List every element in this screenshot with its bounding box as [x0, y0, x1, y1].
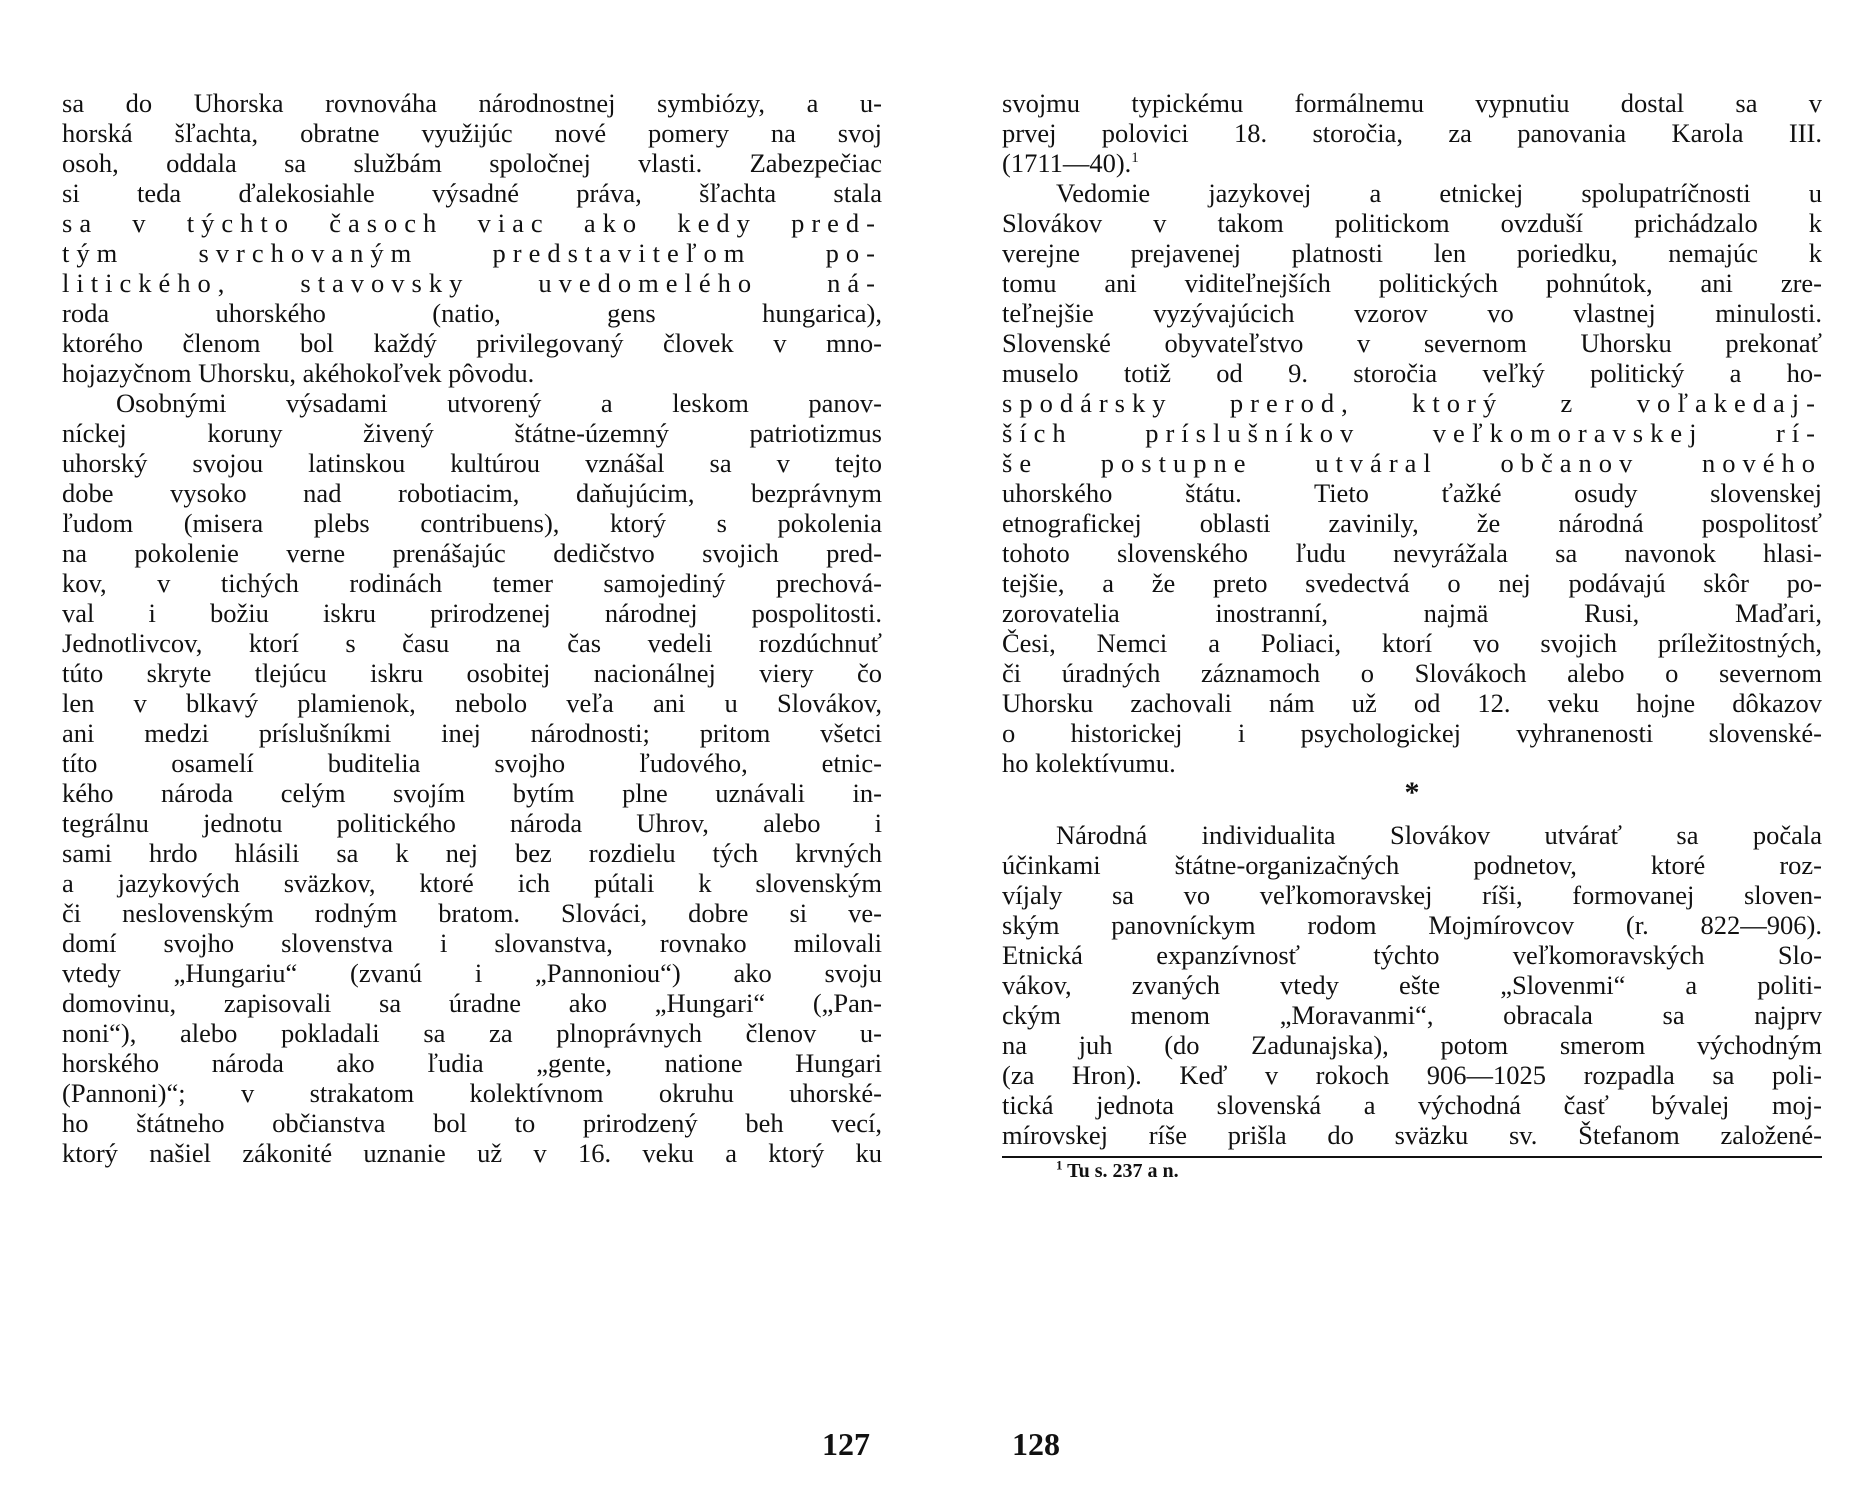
- text-line: (Pannoni)“; v strakatom kolektívnom okruhu uhorské-: [62, 1078, 882, 1108]
- text-line: túto skryte tlejúcu iskru osobitej nacionálnej viery čo: [62, 658, 882, 688]
- text-line: kého národa celým svojím bytím plne uznávali in-: [62, 778, 882, 808]
- text-line: Osobnými výsadami utvorený a leskom panov-: [116, 388, 882, 418]
- page-number-left: 127: [822, 1426, 870, 1462]
- text-line: tým svrchovaným predstaviteľom po-: [62, 238, 882, 268]
- page-number-right: 128: [1012, 1426, 1060, 1462]
- text-line: prvej polovici 18. storočia, za panovania Karola III.: [1002, 118, 1822, 148]
- text-line: verejne prejavenej platnosti len poriedku, nemajúc k: [1002, 238, 1822, 268]
- footnote-marker: 1: [1056, 1157, 1063, 1173]
- text-line: Uhorsku zachovali nám už od 12. veku hojne dôkazov: [1002, 688, 1822, 718]
- text-line: zorovatelia inostranní, najmä Rusi, Maďari,: [1002, 598, 1822, 628]
- text-line: tegrálnu jednotu politického národa Uhrov, alebo i: [62, 808, 882, 838]
- text-line: kov, v tichých rodinách temer samojediný prechová-: [62, 568, 882, 598]
- footnote-text: Tu s. 237 a n.: [1067, 1160, 1179, 1182]
- text-line: horská šľachta, obratne využijúc nové pomery na svoj: [62, 118, 882, 148]
- text-line: títo osamelí buditelia svojho ľudového, etnic-: [62, 748, 882, 778]
- text-line: tohoto slovenského ľudu nevyrážala sa navonok hlasi-: [1002, 538, 1822, 568]
- text-line: Vedomie jazykovej a etnickej spolupatríčnosti u: [1056, 178, 1822, 208]
- text-line: Slovenské obyvateľstvo v severnom Uhorsku prekonať: [1002, 328, 1822, 358]
- text-line: muselo totiž od 9. storočia veľký politický a ho-: [1002, 358, 1822, 388]
- text-line: še postupne utváral občanov nového: [1002, 448, 1822, 478]
- text-line: či úradných záznamoch o Slovákoch alebo o severnom: [1002, 658, 1822, 688]
- text-line: tejšie, a že preto svedectvá o nej podávajú skôr po-: [1002, 568, 1822, 598]
- text-line: si teda ďalekosiahle výsadné práva, šľachta stala: [62, 178, 882, 208]
- text-line: ľudom (misera plebs contribuens), ktorý s pokolenia: [62, 508, 882, 538]
- text-line: sa v týchto časoch viac ako kedy pred-: [62, 208, 882, 238]
- text-line: teľnejšie vyzývajúcich vzorov vo vlastnej minulosti.: [1002, 298, 1822, 328]
- text-line: uhorský svojou latinskou kultúrou vznášal sa v tejto: [62, 448, 882, 478]
- text-line: tomu ani viditeľnejších politických pohnútok, ani zre-: [1002, 268, 1822, 298]
- text-line: Jednotlivcov, ktorí s času na čas vedeli rozdúchnuť: [62, 628, 882, 658]
- text-line: účinkami štátne-organizačných podnetov, ktoré roz-: [1002, 850, 1822, 880]
- text-line: a jazykových sväzkov, ktoré ich pútali k slovenským: [62, 868, 882, 898]
- text-line: spodársky prerod, ktorý z voľakedaj-: [1002, 388, 1822, 418]
- text-line: ktorého členom bol každý privilegovaný človek v mno-: [62, 328, 882, 358]
- text-line: val i božiu iskru prirodzenej národnej pospolitosti.: [62, 598, 882, 628]
- text-line: horského národa ako ľudia „gente, natione Hungari: [62, 1048, 882, 1078]
- text-line: domí svojho slovenstva i slovanstva, rovnako milovali: [62, 928, 882, 958]
- section-separator: *: [1404, 776, 1420, 809]
- text-line: níckej koruny živený štátne-územný patriotizmus: [62, 418, 882, 448]
- footnote: [1002, 1158, 1822, 1184]
- text-line: vákov, zvaných vtedy ešte „Slovenmi“ a politi-: [1002, 970, 1822, 1000]
- text-line: ších príslušníkov veľkomoravskej rí-: [1002, 418, 1822, 448]
- spacer: [1002, 808, 1822, 820]
- text-line: víjaly sa vo veľkomoravskej ríši, formovanej sloven-: [1002, 880, 1822, 910]
- text-line: na juh (do Zadunajska), potom smerom východným: [1002, 1030, 1822, 1060]
- text-line: sa do Uhorska rovnováha národnostnej symbiózy, a u-: [62, 88, 882, 118]
- text-line: noni“), alebo pokladali sa za plnoprávnych členov u-: [62, 1018, 882, 1048]
- text-line: domovinu, zapisovali sa úradne ako „Hungari“ („Pan-: [62, 988, 882, 1018]
- text-line: etnografickej oblasti zavinily, že národná pospolitosť: [1002, 508, 1822, 538]
- text-line: svojmu typickému formálnemu vypnutiu dostal sa v: [1002, 88, 1822, 118]
- text-line: Česi, Nemci a Poliaci, ktorí vo svojich príležitostných,: [1002, 628, 1822, 658]
- text-line: vtedy „Hungariu“ (zvanú i „Pannoniou“) ako svoju: [62, 958, 882, 988]
- text-line: hojazyčnom Uhorsku, akéhokoľvek pôvodu.: [62, 358, 535, 388]
- text-line: či neslovenským rodným bratom. Slováci, dobre si ve-: [62, 898, 882, 928]
- text-line: mírovskej ríše prišla do sväzku sv. Štefanom založené-: [1002, 1120, 1822, 1150]
- text-line: Národná individualita Slovákov utvárať sa počala: [1056, 820, 1822, 850]
- text-line: litického, stavovsky uvedomelého ná-: [62, 268, 882, 298]
- text-line: ho kolektívumu.: [1002, 748, 1176, 778]
- text-line: Etnická expanzívnosť týchto veľkomoravských Slo-: [1002, 940, 1822, 970]
- right-page: [1002, 88, 1822, 1184]
- text-line: len v blkavý plamienok, nebolo veľa ani u Slovákov,: [62, 688, 882, 718]
- text-line: ckým menom „Moravanmi“, obracala sa najprv: [1002, 1000, 1822, 1030]
- text-line: sami hrdo hlásili sa k nej bez rozdielu tých krvných: [62, 838, 882, 868]
- text-line: ským panovníckym rodom Mojmírovcov (r. 822—906).: [1002, 910, 1822, 940]
- text-line-with-footnote-ref: [1002, 148, 1822, 178]
- left-page: [62, 88, 882, 1168]
- text-line: uhorského štátu. Tieto ťažké osudy slovenskej: [1002, 478, 1822, 508]
- text-line: o historickej i psychologickej vyhranenosti slovenské-: [1002, 718, 1822, 748]
- text-line: (za Hron). Keď v rokoch 906—1025 rozpadla sa poli-: [1002, 1060, 1822, 1090]
- text-line: ani medzi príslušníkmi inej národnosti; pritom všetci: [62, 718, 882, 748]
- text-line: ktorý našiel zákonité uznanie už v 16. veku a ktorý ku: [62, 1138, 882, 1168]
- text-line: tická jednota slovenská a východná časť bývalej moj-: [1002, 1090, 1822, 1120]
- text-line: roda uhorského (natio, gens hungarica),: [62, 298, 882, 328]
- text-line: ho štátneho občianstva bol to prirodzený beh vecí,: [62, 1108, 882, 1138]
- text-line: na pokolenie verne prenášajúc dedičstvo svojich pred-: [62, 538, 882, 568]
- text-line: osoh, oddala sa službám spoločnej vlasti. Zabezpečiac: [62, 148, 882, 178]
- text-span: (1711—40).: [1002, 148, 1132, 178]
- text-line: Slovákov v takom politickom ovzduší prichádzalo k: [1002, 208, 1822, 238]
- text-line: dobe vysoko nad robotiacim, daňujúcim, bezprávnym: [62, 478, 882, 508]
- footnote-ref: 1: [1131, 150, 1139, 167]
